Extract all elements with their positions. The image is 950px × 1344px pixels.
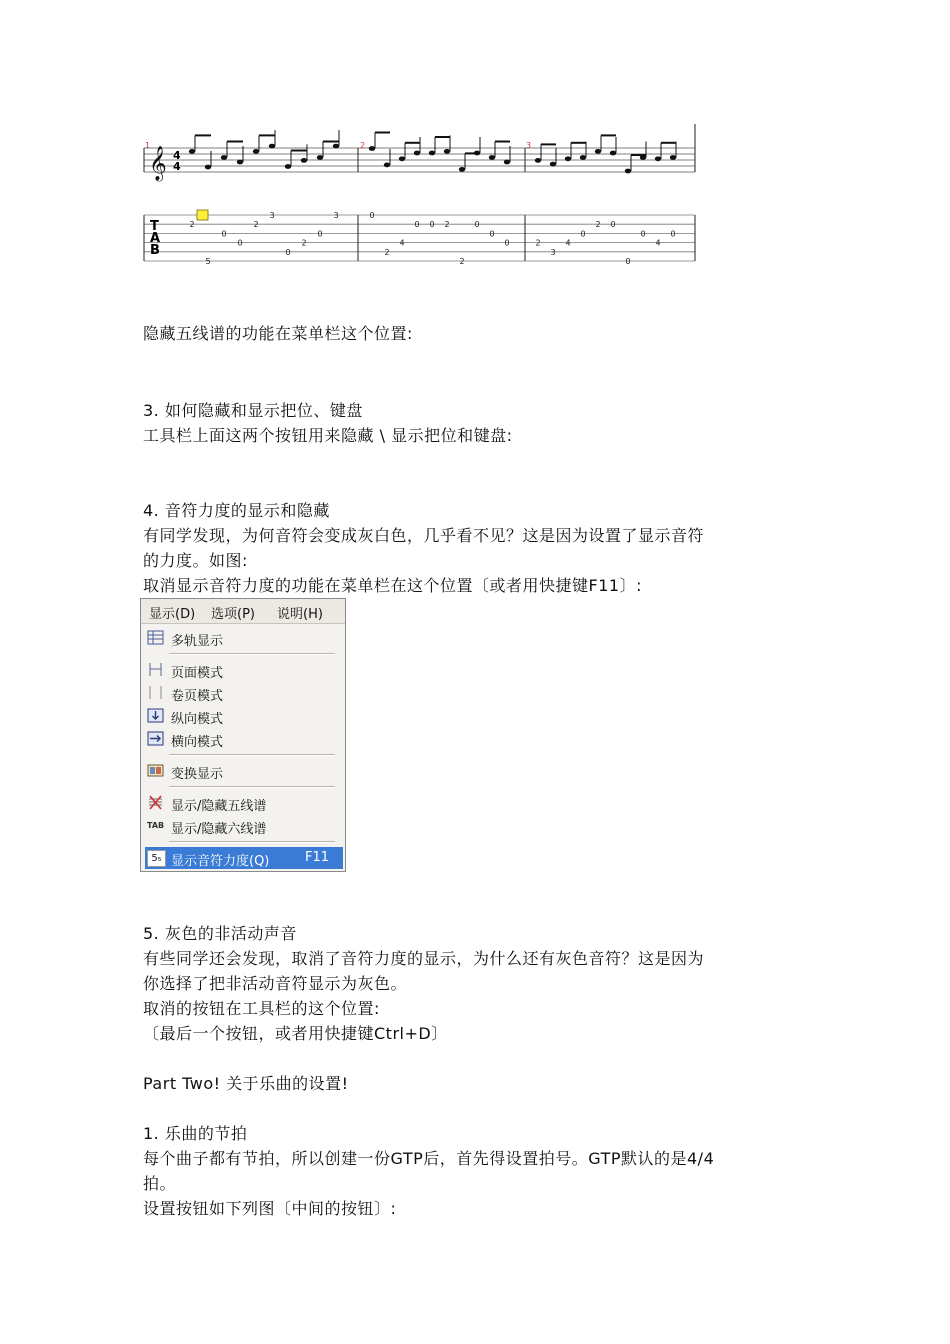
note-head (565, 156, 571, 161)
tab-fret-number: 0 (640, 229, 646, 239)
tab-fret-number: 2 (301, 238, 307, 248)
menu-item-toggle-staff[interactable]: 显示/隐藏五线谱 (141, 792, 345, 814)
tab-fret-number: 2 (535, 238, 541, 248)
tab-label-a: A (150, 231, 161, 246)
guitar-score-image (140, 124, 697, 276)
vertical-mode-icon (147, 708, 164, 723)
note-head (550, 162, 556, 167)
tab-fret-number: 0 (221, 229, 227, 239)
note-head (535, 158, 541, 163)
tab-fret-number: 0 (610, 220, 616, 230)
tab-fret-number: 2 (189, 220, 195, 230)
note-head (504, 160, 510, 165)
menu-item-switch-view[interactable]: 变换显示 (141, 760, 345, 782)
tab-fret-number: 4 (565, 238, 571, 248)
scroll-page-icon (147, 685, 164, 700)
tab-fret-number: 0 (504, 238, 510, 248)
menu-view[interactable]: 显示(D) (149, 607, 196, 622)
tab-fret-number: 0 (474, 220, 480, 230)
measure-number-3: 3 (526, 141, 532, 150)
section-4-text-3: 取消显示音符力度的功能在菜单栏在这个位置〔或者用快捷键F11〕: (143, 576, 642, 595)
menu-item-toggle-tab[interactable]: TAB 显示/隐藏六线谱 (141, 815, 345, 837)
menu-item-vertical-mode[interactable]: 纵向模式 (141, 705, 345, 727)
measure-number-2: 2 (360, 141, 366, 150)
tab-fret-number: 0 (237, 238, 243, 248)
section-3-title: 3. 如何隐藏和显示把位、键盘 (143, 401, 363, 420)
tab-fret-number: 4 (655, 238, 661, 248)
velocity-icon: 5₅ (147, 850, 166, 867)
time-sig-top: 4 (173, 149, 181, 162)
menu-item-scroll-page[interactable]: 卷页模式 (141, 682, 345, 704)
paragraph-hide-staff: 隐藏五线谱的功能在菜单栏这个位置: (143, 324, 413, 343)
note-head (205, 165, 211, 170)
note-head (253, 149, 259, 154)
menu-item-page-mode[interactable]: 页面模式 (141, 659, 345, 681)
tab-fret-number: 0 (285, 247, 291, 257)
part-two-text-1: 每个曲子都有节拍，所以创建一份GTP后，首先得设置拍号。GTP默认的是4/4 (143, 1149, 715, 1168)
section-4-title: 4. 音符力度的显示和隐藏 (143, 501, 330, 520)
note-head (670, 155, 676, 160)
tab-label-t: T (150, 219, 159, 234)
note-head (399, 156, 405, 161)
note-head (333, 144, 339, 149)
note-head (237, 160, 243, 165)
section-4-text-1: 有同学发现，为何音符会变成灰白色，几乎看不见？这是因为设置了显示音符 (143, 526, 705, 545)
tab-fret-number: 3 (269, 211, 275, 220)
section-5-text-1: 有些同学还会发现，取消了音符力度的显示，为什么还有灰色音符？这是因为 (143, 949, 705, 968)
tab-fret-number: 0 (489, 229, 495, 239)
cursor-marker (197, 210, 208, 220)
note-head (580, 155, 586, 160)
note-head (301, 158, 307, 163)
tab-fret-number: 0 (670, 229, 676, 239)
tab-fret-number: 0 (580, 229, 586, 239)
section-5-text-3: 取消的按钮在工具栏的这个位置: (143, 999, 380, 1018)
tab-fret-number: 2 (595, 220, 601, 230)
menu-options[interactable]: 选项(P) (211, 607, 255, 622)
tab-fret-number: 3 (550, 247, 556, 257)
note-head (317, 155, 323, 160)
horizontal-mode-icon (147, 731, 164, 746)
note-head (474, 151, 480, 156)
tab-fret-number: 0 (369, 211, 375, 220)
menu-item-note-velocity[interactable]: 5₅ 显示音符力度(Q) F11 (145, 847, 343, 869)
note-head (189, 149, 195, 154)
note-head (269, 144, 275, 149)
note-head (595, 149, 601, 154)
note-head (369, 146, 375, 151)
section-4-text-2: 的力度。如图: (143, 551, 248, 570)
section-5-text-2: 你选择了把非活动音符显示为灰色。 (143, 974, 408, 993)
menu-help[interactable]: 说明(H) (277, 607, 323, 622)
tab-fret-number: 0 (429, 220, 435, 230)
staff-toggle-icon (147, 795, 164, 810)
menu-item-multitrack[interactable]: 多轨显示 (141, 627, 345, 649)
tab-fret-number: 3 (333, 211, 339, 220)
tab-toggle-icon: TAB (147, 821, 165, 830)
section-5-text-4: 〔最后一个按钮，或者用快捷键Ctrl+D〕 (143, 1024, 448, 1043)
part-two-text-2: 拍。 (143, 1174, 177, 1193)
tab-fret-number: 2 (444, 220, 450, 230)
note-head (444, 149, 450, 154)
tab-fret-number: 0 (317, 229, 323, 239)
note-head (489, 155, 495, 160)
page-mode-icon (147, 662, 164, 677)
note-head (610, 151, 616, 156)
note-head (414, 151, 420, 156)
tab-fret-number: 2 (459, 257, 465, 266)
menu-item-horizontal-mode[interactable]: 横向模式 (141, 728, 345, 750)
time-sig-bottom: 4 (173, 160, 181, 173)
measure-number-1: 1 (145, 141, 151, 150)
tab-fret-number: 4 (399, 238, 405, 248)
note-head (384, 163, 390, 168)
note-head (429, 151, 435, 156)
part-two-text-3: 设置按钮如下列图〔中间的按钮〕: (143, 1199, 397, 1218)
note-head (625, 169, 631, 174)
menu-bar (141, 599, 345, 624)
part-two-heading: Part Two! 关于乐曲的设置! (143, 1074, 349, 1093)
note-head (285, 164, 291, 169)
tab-fret-number: 2 (384, 247, 390, 257)
tab-fret-number: 5 (205, 257, 211, 266)
view-menu-screenshot (140, 598, 346, 872)
note-head (640, 155, 646, 160)
section-5-title: 5. 灰色的非活动声音 (143, 924, 297, 943)
note-head (221, 155, 227, 160)
section-3-text: 工具栏上面这两个按钮用来隐藏 \ 显示把位和键盘: (143, 426, 513, 445)
tab-fret-number: 2 (253, 220, 259, 230)
shortcut-f11: F11 (305, 850, 330, 865)
multitrack-icon (147, 630, 164, 645)
note-head (655, 156, 661, 161)
treble-clef: 𝄞 (149, 146, 167, 181)
note-head (459, 167, 465, 172)
tab-label-b: B (150, 243, 160, 258)
switch-view-icon (147, 763, 164, 778)
part-two-section-1-title: 1. 乐曲的节拍 (143, 1124, 248, 1143)
tab-fret-number: 0 (414, 220, 420, 230)
tab-fret-number: 0 (625, 257, 631, 266)
